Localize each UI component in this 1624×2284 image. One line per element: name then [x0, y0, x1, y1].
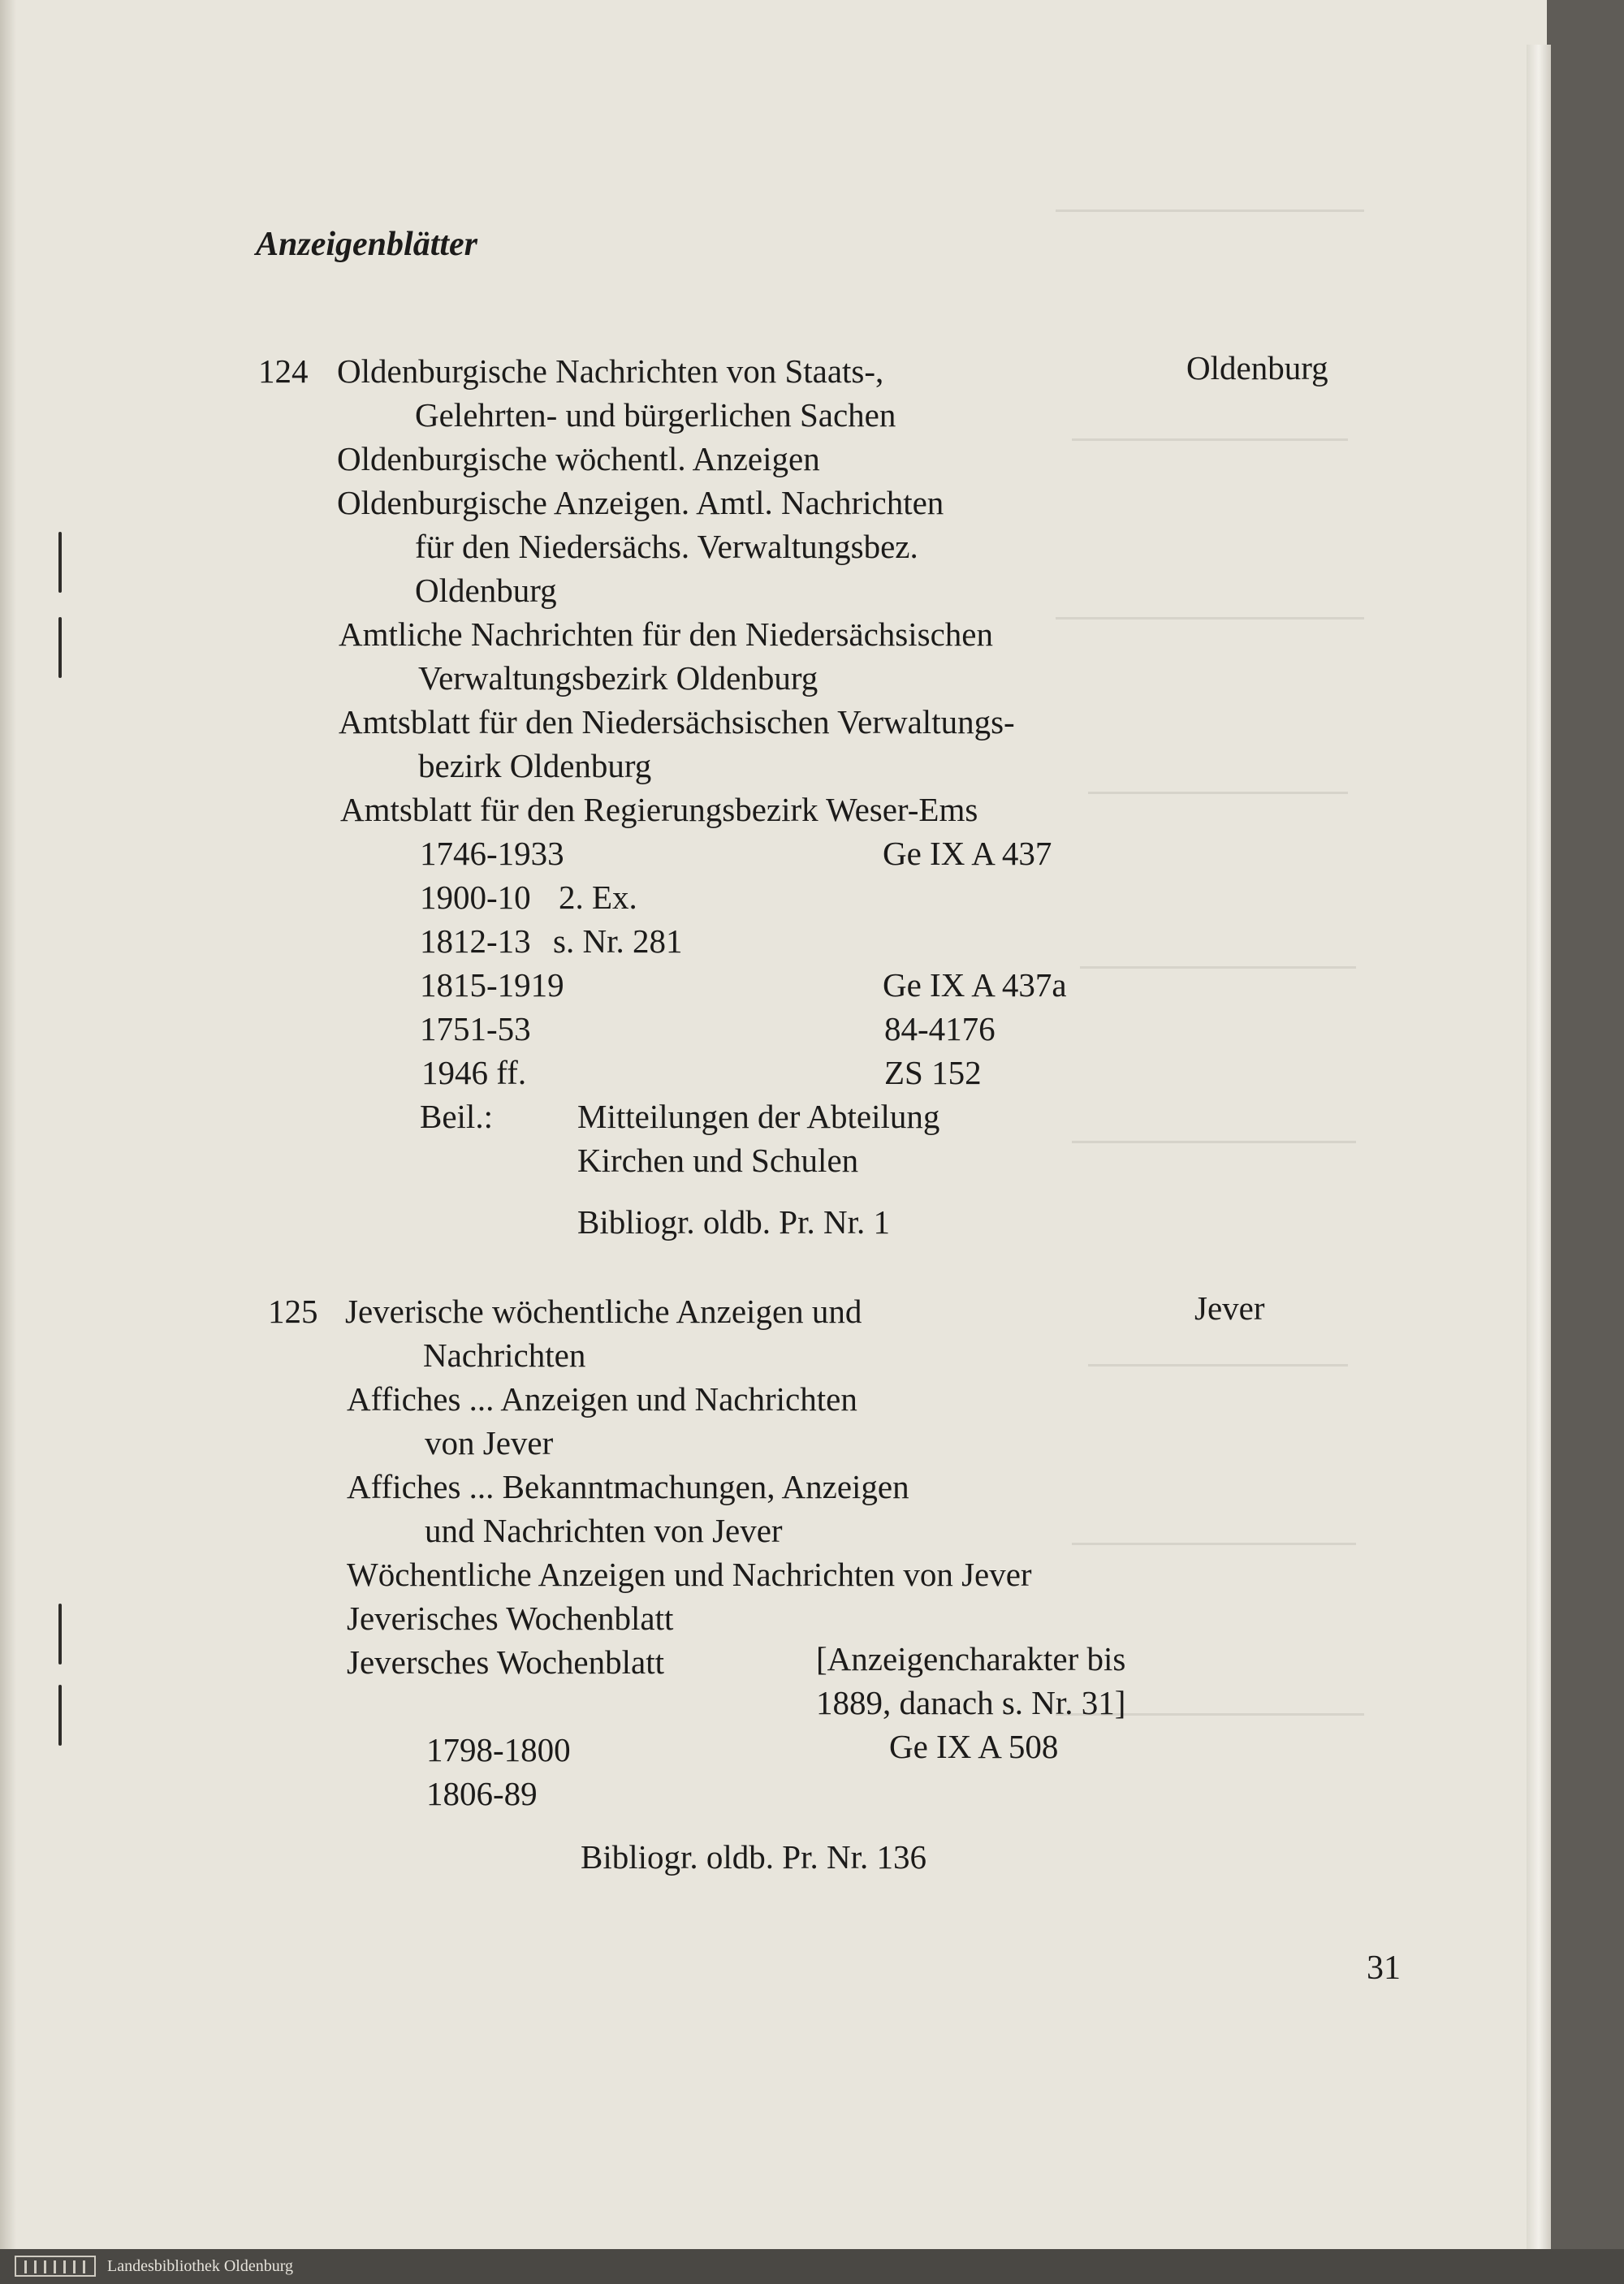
- page-edge: [1527, 45, 1551, 2249]
- entry-title-line: Oldenburgische Anzeigen. Amtl. Nachrichten: [337, 484, 944, 521]
- entry-title-line: Amtliche Nachrichten für den Niedersächsischen: [339, 615, 994, 653]
- holding-years: 1815-1919: [420, 966, 564, 1004]
- supplement-label: Beil.:: [420, 1098, 493, 1135]
- holding-years: 1798-1800: [426, 1731, 571, 1768]
- holding-signature: Ge IX A 437a: [883, 966, 1067, 1004]
- entry-title-line: und Nachrichten von Jever: [425, 1512, 783, 1549]
- entry-title-line: Jeverisches Wochenblatt: [347, 1600, 674, 1637]
- binding-stitch: [58, 1604, 62, 1664]
- entry-title-line: Verwaltungsbezirk Oldenburg: [418, 659, 818, 697]
- holding-signature: 84-4176: [884, 1010, 996, 1047]
- entry-title-line: Nachrichten: [423, 1336, 586, 1374]
- entry-place: Oldenburg: [1186, 349, 1328, 386]
- holding-years: 1806-89: [426, 1775, 538, 1812]
- holding-note: s. Nr. 281: [553, 922, 683, 960]
- library-building-icon: [15, 2256, 96, 2277]
- supplement-line: Kirchen und Schulen: [577, 1142, 859, 1179]
- bibliography-reference: Bibliogr. oldb. Pr. Nr. 136: [581, 1838, 926, 1876]
- entry-title-line: Oldenburgische wöchentl. Anzeigen: [337, 440, 820, 477]
- holding-years: 1900-10: [420, 879, 531, 916]
- binding-stitch: [58, 617, 62, 678]
- holding-note: 2. Ex.: [559, 879, 637, 916]
- holding-years: 1946 ff.: [421, 1054, 527, 1091]
- entry-title-line: Jeverische wöchentliche Anzeigen und: [345, 1293, 862, 1330]
- entry-number: 124: [258, 352, 309, 390]
- holding-years: 1751-53: [420, 1010, 531, 1047]
- entry-title-line: von Jever: [425, 1424, 554, 1462]
- section-heading: Anzeigenblätter: [256, 226, 478, 263]
- entry-title-line: bezirk Oldenburg: [418, 747, 652, 784]
- holding-signature: Ge IX A 437: [883, 835, 1052, 872]
- entry-title-line: Oldenburg: [415, 572, 557, 609]
- entry-title-line: Amtsblatt für den Regierungsbezirk Weser-Ems: [340, 791, 978, 828]
- supplement-line: Mitteilungen der Abteilung: [577, 1098, 940, 1135]
- page-gutter: [0, 0, 16, 2249]
- holding-signature: Ge IX A 508: [889, 1728, 1059, 1765]
- remark-line: 1889, danach s. Nr. 31]: [816, 1684, 1126, 1721]
- bibliography-reference: Bibliogr. oldb. Pr. Nr. 1: [577, 1203, 890, 1241]
- holding-years: 1746-1933: [420, 835, 564, 872]
- entry-title-line: Wöchentliche Anzeigen und Nachrichten von Jever: [347, 1556, 1032, 1593]
- entry-title-line: Oldenburgische Nachrichten von Staats-,: [337, 352, 884, 390]
- binding-stitch: [58, 532, 62, 593]
- holding-years: 1812-13: [420, 922, 531, 960]
- entry-title-line: Affiches ... Anzeigen und Nachrichten: [347, 1380, 857, 1418]
- entry-number: 125: [268, 1293, 318, 1330]
- entry-title-line: für den Niedersächs. Verwaltungsbez.: [415, 528, 918, 565]
- remark-line: [Anzeigencharakter bis: [816, 1640, 1126, 1677]
- entry-title-line: Jeversches Wochenblatt: [347, 1643, 665, 1681]
- page-number: 31: [1367, 1949, 1401, 1987]
- entry-title-line: Affiches ... Bekanntmachungen, Anzeigen: [347, 1468, 909, 1505]
- holding-signature: ZS 152: [884, 1054, 982, 1091]
- entry-title-line: Gelehrten- und bürgerlichen Sachen: [415, 396, 896, 434]
- entry-title-line: Amtsblatt für den Niedersächsischen Verwaltungs-: [339, 703, 1015, 740]
- library-name: Landesbibliothek Oldenburg: [107, 2257, 294, 2275]
- footer-bar: [0, 2249, 1624, 2284]
- binding-stitch: [58, 1685, 62, 1746]
- entry-place: Jever: [1194, 1289, 1265, 1327]
